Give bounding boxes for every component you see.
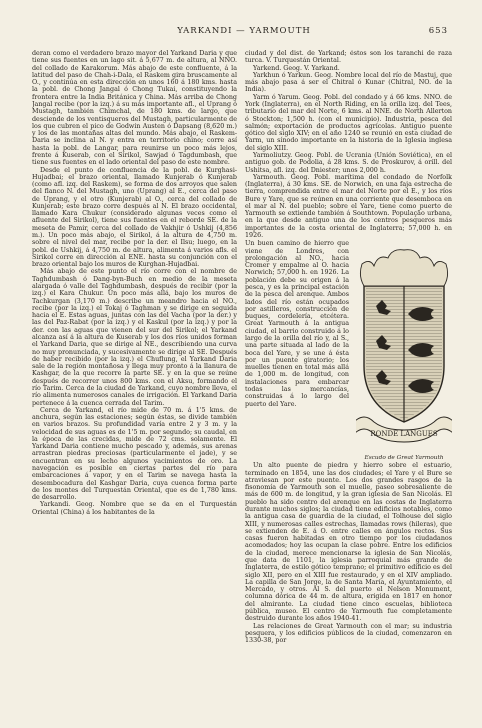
emblem-caption: Escudo de Great Yarmouth bbox=[364, 455, 444, 462]
paragraph-yarkand-daria-4: Cerca de Yarkand, el río mide de 70 m. á 1'5 kms. de anchura, según las estaciones; según éstas, se divide también en varios brazos. Su profundidad varía entre 2 y 3 m. y la velocidad de sus aguas es de 1'5 m. por segundo; su caudal, en la época de las crecidas, mide de 72 cms. solamente. El Yarkand Daria contiene mucho pescado y, además, sus arenas arrastran piedras preciosas (particularmente el jade), y se encuentran en su lecho algunos yacimientos de oro. La navegación es posible en ciertas partes del río para embarcaciones á vapor, y en el Tarim se navega hasta la desembocadura del Kashgar Daria, cuya cuenca forma parte de los montes del Turquestán Oriental, que es de 1,780 kms. de desarrollo. bbox=[32, 406, 237, 502]
entry-yarkhun: Yarkhun ó Yarkun. Geog. Nombre local del río de Mastuj, que más abajo pasa á ser el Chitral ó Kunar (Chitral, NO. de la India). bbox=[245, 71, 452, 94]
paragraph-yarmouth-2: Un buen camino de hierro que viene de Londres, con prolongación al NO., hacia Cromer y empalme al O. hacia Norwich; 57,000 h. en 1926. La población debe su origen á la pesca, y es la principal estación de la pesca del arenque. Ambos lados del río están ocupados por astilleros, construcción de buques, cordelería, etcétera. Great Yarmouth á la antigua ciudad, el barrio construido á lo largo de la orilla del río y, al S., una parte situada al lado de la boca del Yare, y se une á ésta por un puente giratorio; los muelles tienen en total más allá de 1,000 m. de longitud, con instalaciones para embarcar todas las mercancías, construidas á lo largo del puerto del Yare. bbox=[245, 240, 349, 408]
running-title: YARKANDI — YARMOUTH bbox=[177, 26, 311, 36]
entry-yarm: Yarm ó Yarum. Geog. Pobl. del condado y á 66 kms. NNO. de York (Inglaterra), en el North Riding, en la orilla izq. del Tees, tributario del mar del Norte, 6 kms. al NNE. de North Allerton ó Stockton; 1,500 h. (con el municipio). Industria, pesca del salmón; exportación de productos agrícolas. Antiguo puente gótico del siglo XIV; en el año 1240 se reunió en esta ciudad de Yarm, un sínodo importante en la historia de la Iglesia inglesa del siglo XIII. bbox=[245, 93, 452, 152]
entry-yarkandi: Yarkandi. Geog. Nombre que se da en el Turquestán Oriental (China) á los habitantes de la bbox=[32, 501, 237, 516]
paragraph-yarkand-daria-1: deran como el verdadero brazo mayor del Yarkand Daria y que tiene sus fuentes en un lago sit. á 5,677 m. de altura, al NNO. del collado de Karakorum. Más abajo de este confluente, á la latitud del paso de Chah-i-Dala, el Raskem gira bruscamente al O., y continúa en esta dirección en unos 160 á 180 kms. hasta la pobl. de Chong Jangal ó Chong Tukai, constituyendo la frontera entre la India Británica y China. Más arriba de Chong Jangal recibe (por la izq.) á su más importante afl., el Uprang ó Mustagh, también Chimchal, de 180 kms. de largo, que desciende de los ventisqueros del Mustagh, particularmente de los que cubren el pico de Godwin Austen ó Dapsang (8,620 m.) y los de las montañas altas del mundo. Más abajo, el Raskem-Daria se inclina al N. y entra en territorio chino; corre así hasta la pobl. de Langar, para reunirse un poco más lejos, frente á Kuserab, con el Sirikol, Sawjad ó Tagdumbash, que tiene sus fuentes en el lado oriental del paso de este nombre. bbox=[32, 50, 237, 167]
shield-icon bbox=[356, 246, 452, 446]
paragraph-yarmouth-3: Un alto puente de piedra y hierro sobre el estuario, terminado en 1854, une las dos ciudades; el Yare y el Bure se atraviesan por este puente. Los dos grandes rasgos de la fisonomía de Yarmouth son el muelle, paseo sobresaliente de más de 600 m. de longitud, y la gran iglesia de San Nicolás. El pueblo ha sido centro del arenque en las costas de Inglaterra durante muchos siglos; la ciudad tiene edificios notables, como la antigua casa de guardia de la ciudad, el Tolhouse del siglo XIII, y numerosas calles estrechas, llamadas rows (hileras), que se extienden de E. á O. entre calles en ángulos rectos. Sus casas fueron habitadas en otro tiempo por los ciudadanos acomodados; hoy las ocupan la clase pobre. Entre los edificios de la ciudad, merece mencionarse la iglesia de San Nicolás, que data de 1101, la iglesia parroquial más grande de Inglaterra, de estilo gótico temprano; el primitivo edificio es del siglo XII, pero en el XIII fue restaurado, y en el XIV ampliado. La capilla de San Jorge, la de Santa María, el Ayuntamiento, el Mercado, y otros. Al S. del puerto el Nelson Monument, columna dórica de 44 m. de altura, erigida en 1817 en honor del almirante. La ciudad tiene cinco escuelas, biblioteca pública, museo. El centro de Yarmouth fue completamente destruido durante los años 1940-41. bbox=[245, 462, 452, 623]
page-header bbox=[40, 26, 448, 38]
entry-yarkandi-cont: ciudad y del dist. de Yarkand; éstos son los taranchi de raza turca. V. Turquestán Oriental. bbox=[245, 50, 452, 65]
paragraph-yarkand-daria-3: Más abajo de este punto el río corre con el nombre de Taghdumbash ó Dang-byn-Buch en medio de la meseta alargada ó valle del Taghdumbash, después de recibir (por la izq.) el Kara Chukur. Un poco más allá, bajo los muros de Tachkurgan (3,170 m.) describe un meandro hacia el NO., recibe (por la izq.) el Tokaj ó Taghman y se dirige en seguida hacia el E. Estas aguas, juntas con las del Vacha (por la der.) y las del Paz-Rabat (por la izq.) y el Kaskul (por la izq.) y por la der. con las aguas que vienen del sur del Sirikol; el Yarkand alcanza así á la altura de Kuserab y los dos ríos unidos forman el Yarkand Daria, que se dirige al NE., describiendo una curva no muy pronunciada, y sucesivamente se dirige al SE. Después de haber recibido (por la izq.) el Chuflung, el Yarkand Daria sale de la región montañosa y llega muy pronto á la llanura de Kashgar, de la que recorre la parte SE. y en la que se reúne después de recorrer unos 800 kms. con el Aksu, formando el río Tarim. Cerca de la ciudad de Yarkand, cuyo nombre lleva, el río alimenta numerosos canales de irrigación. El Yarkand Daria pertenece á la cuenca cerrada del Tarim. bbox=[32, 268, 237, 407]
entry-yarmouth: Yarmouth. Geog. Pobl. marítima del condado de Norfolk (Inglaterra), á 30 kms. SE. de Norwich, en una faja estrecha de tierra, comprendida entre el mar del Norte por el E., y los ríos Bure y Yare, que se reúnen en una corriente que desemboca en el mar al N. del pueblo; sobre el Yare, tiene como puerto de Yarmouth se extiende también á Southtown. População urbana, en la que desde antiguo una de los centros pesqueros más importantes de la costa oriental de Inglaterra; 57,000 h. en 1926. bbox=[245, 173, 452, 240]
paragraph-yarmouth-4: Las relaciones de Great Yarmouth con el mar; su industria pesquera, y los edificios públicos de la ciudad, comenzaron en 1330-38, por bbox=[245, 622, 452, 645]
entry-yarmoliutzy: Yarmoliutzy. Geog. Pobl. de Ucrania (Unión Soviética), en el antiguo gob. de Podolia, á 28 kms. S. de Proskurov, á orill. del Ushitsa, afl. izq. del Dniester; unos 2,000 h. bbox=[245, 151, 452, 174]
right-column bbox=[245, 50, 452, 710]
entry-yarkend: Yarkend. Geog. V. Yarkand. bbox=[253, 64, 340, 72]
page-number: 653 bbox=[428, 26, 448, 36]
emblem-motto: RONDE LANGUES bbox=[370, 430, 438, 439]
coat-of-arms bbox=[356, 246, 452, 462]
paragraph-yarkand-daria-2: Desde el punto de confluencia de la pobl. de Kurghasi-Hujadbai; el brazo oriental, llamado Kunjerab ó Kunjerab (como afl. izq. del Raskem), se forma de dos arroyos que salen del flanco N. del Mustagh, uno (Uprang) al E., cerca del paso de Uprang, y el otro (Kunjerab) al O., cerca del collado de Kunjerab; este brazo corre después al N. El brazo occidental, llamado Kara Chukur (considerado algunas veces como el afluente del Sirikol), tiene sus fuentes en el reborde SE. de la meseta de Pamir, cerca del collado de Vakhjir ó Ushkij (4,856 m.). Un poco más abajo, el Sirikol, á la altura de 4,750 m. sobre el nivel del mar, recibe por la der. el Ilsu; luego, en la pobl. de Ushkij, á 4,750 m. de altura, alimenta á varios afls. el Sirikol corre en dirección al ENE. hasta su conjunción con el brazo oriental bajo los muros de Kurghan-Hujadbai. bbox=[32, 166, 237, 269]
emblem-side-text bbox=[245, 240, 349, 407]
left-column bbox=[32, 50, 237, 710]
emblem-section bbox=[245, 240, 452, 462]
